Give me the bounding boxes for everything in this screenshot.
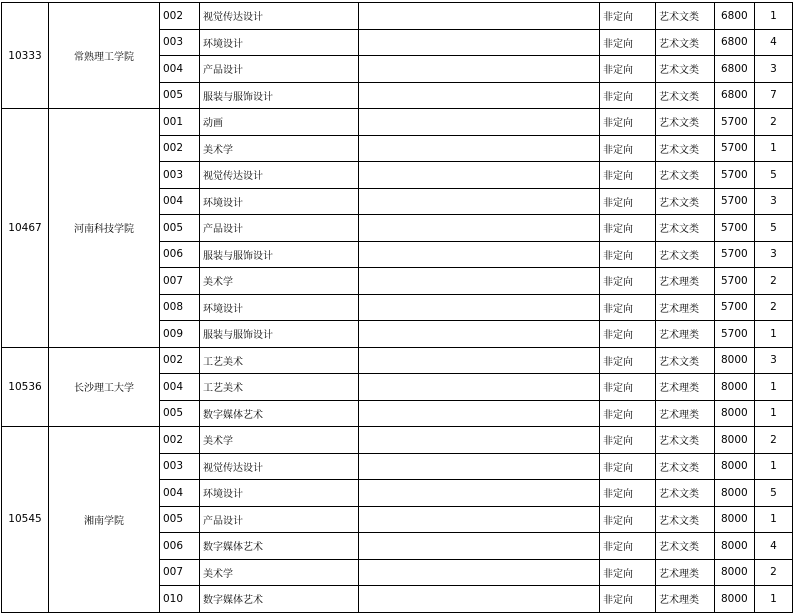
note-cell	[359, 268, 600, 295]
note-cell	[359, 82, 600, 109]
tuition-cell: 6800	[715, 56, 755, 83]
quota-cell: 2	[755, 294, 793, 321]
quota-cell: 3	[755, 188, 793, 215]
note-cell	[359, 374, 600, 401]
enrollment-type-cell: 非定向	[600, 559, 656, 586]
tuition-cell: 8000	[715, 400, 755, 427]
table-row	[2, 109, 793, 136]
note-cell	[359, 241, 600, 268]
tuition-cell: 5700	[715, 135, 755, 162]
quota-cell: 1	[755, 3, 793, 30]
quota-cell: 2	[755, 427, 793, 454]
category-cell: 艺术文类	[656, 82, 715, 109]
note-cell	[359, 109, 600, 136]
note-cell	[359, 533, 600, 560]
note-cell	[359, 135, 600, 162]
category-cell: 艺术理类	[656, 321, 715, 348]
major-name-cell: 美术学	[200, 559, 359, 586]
major-code-cell: 008	[160, 294, 200, 321]
major-code-cell: 002	[160, 135, 200, 162]
tuition-cell: 8000	[715, 453, 755, 480]
note-cell	[359, 559, 600, 586]
tuition-cell: 6800	[715, 29, 755, 56]
quota-cell: 1	[755, 506, 793, 533]
tuition-cell: 8000	[715, 347, 755, 374]
major-name-cell: 服装与服饰设计	[200, 321, 359, 348]
note-cell	[359, 29, 600, 56]
quota-cell: 1	[755, 374, 793, 401]
table-body	[2, 3, 793, 613]
quota-cell: 5	[755, 480, 793, 507]
quota-cell: 4	[755, 29, 793, 56]
note-cell	[359, 400, 600, 427]
major-code-cell: 006	[160, 241, 200, 268]
major-code-cell: 007	[160, 268, 200, 295]
enrollment-type-cell: 非定向	[600, 82, 656, 109]
note-cell	[359, 188, 600, 215]
enrollment-type-cell: 非定向	[600, 533, 656, 560]
note-cell	[359, 56, 600, 83]
tuition-cell: 8000	[715, 506, 755, 533]
major-code-cell: 003	[160, 453, 200, 480]
category-cell: 艺术理类	[656, 268, 715, 295]
major-name-cell: 产品设计	[200, 215, 359, 242]
table-row	[2, 3, 793, 30]
category-cell: 艺术文类	[656, 347, 715, 374]
major-name-cell: 美术学	[200, 427, 359, 454]
category-cell: 艺术文类	[656, 162, 715, 189]
enrollment-type-cell: 非定向	[600, 56, 656, 83]
enrollment-type-cell: 非定向	[600, 135, 656, 162]
tuition-cell: 5700	[715, 294, 755, 321]
category-cell: 艺术文类	[656, 29, 715, 56]
tuition-cell: 6800	[715, 82, 755, 109]
tuition-cell: 5700	[715, 321, 755, 348]
table-row	[2, 427, 793, 454]
enrollment-type-cell: 非定向	[600, 215, 656, 242]
note-cell	[359, 3, 600, 30]
category-cell: 艺术文类	[656, 215, 715, 242]
enrollment-type-cell: 非定向	[600, 347, 656, 374]
major-name-cell: 数字媒体艺术	[200, 586, 359, 613]
major-name-cell: 环境设计	[200, 480, 359, 507]
category-cell: 艺术文类	[656, 427, 715, 454]
major-name-cell: 工艺美术	[200, 347, 359, 374]
major-code-cell: 007	[160, 559, 200, 586]
category-cell: 艺术文类	[656, 241, 715, 268]
major-code-cell: 005	[160, 215, 200, 242]
admissions-table	[1, 2, 793, 613]
major-name-cell: 视觉传达设计	[200, 453, 359, 480]
major-code-cell: 001	[160, 109, 200, 136]
tuition-cell: 8000	[715, 559, 755, 586]
major-code-cell: 004	[160, 56, 200, 83]
category-cell: 艺术文类	[656, 188, 715, 215]
enrollment-type-cell: 非定向	[600, 506, 656, 533]
category-cell: 艺术文类	[656, 480, 715, 507]
major-code-cell: 004	[160, 480, 200, 507]
category-cell: 艺术理类	[656, 400, 715, 427]
school-code-cell: 10545	[2, 427, 49, 613]
quota-cell: 1	[755, 135, 793, 162]
major-name-cell: 服装与服饰设计	[200, 82, 359, 109]
category-cell: 艺术文类	[656, 3, 715, 30]
tuition-cell: 8000	[715, 533, 755, 560]
major-code-cell: 002	[160, 3, 200, 30]
major-name-cell: 美术学	[200, 268, 359, 295]
note-cell	[359, 321, 600, 348]
major-code-cell: 004	[160, 188, 200, 215]
enrollment-type-cell: 非定向	[600, 427, 656, 454]
note-cell	[359, 453, 600, 480]
enrollment-type-cell: 非定向	[600, 241, 656, 268]
note-cell	[359, 162, 600, 189]
major-code-cell: 010	[160, 586, 200, 613]
quota-cell: 5	[755, 162, 793, 189]
enrollment-type-cell: 非定向	[600, 3, 656, 30]
category-cell: 艺术文类	[656, 135, 715, 162]
category-cell: 艺术理类	[656, 586, 715, 613]
enrollment-type-cell: 非定向	[600, 268, 656, 295]
tuition-cell: 5700	[715, 241, 755, 268]
school-name-cell: 湘南学院	[49, 427, 160, 613]
major-name-cell: 数字媒体艺术	[200, 400, 359, 427]
major-code-cell: 002	[160, 427, 200, 454]
major-name-cell: 环境设计	[200, 188, 359, 215]
quota-cell: 1	[755, 321, 793, 348]
tuition-cell: 8000	[715, 586, 755, 613]
table-row	[2, 347, 793, 374]
school-code-cell: 10333	[2, 3, 49, 109]
category-cell: 艺术文类	[656, 453, 715, 480]
quota-cell: 5	[755, 215, 793, 242]
note-cell	[359, 294, 600, 321]
major-code-cell: 002	[160, 347, 200, 374]
note-cell	[359, 427, 600, 454]
major-code-cell: 003	[160, 29, 200, 56]
school-name-cell: 常熟理工学院	[49, 3, 160, 109]
category-cell: 艺术文类	[656, 506, 715, 533]
enrollment-type-cell: 非定向	[600, 453, 656, 480]
tuition-cell: 5700	[715, 268, 755, 295]
enrollment-type-cell: 非定向	[600, 188, 656, 215]
quota-cell: 1	[755, 400, 793, 427]
quota-cell: 3	[755, 347, 793, 374]
tuition-cell: 5700	[715, 215, 755, 242]
major-code-cell: 006	[160, 533, 200, 560]
major-name-cell: 环境设计	[200, 294, 359, 321]
quota-cell: 2	[755, 559, 793, 586]
quota-cell: 2	[755, 268, 793, 295]
enrollment-type-cell: 非定向	[600, 162, 656, 189]
category-cell: 艺术文类	[656, 56, 715, 83]
enrollment-type-cell: 非定向	[600, 400, 656, 427]
category-cell: 艺术文类	[656, 109, 715, 136]
category-cell: 艺术理类	[656, 374, 715, 401]
school-code-cell: 10467	[2, 109, 49, 348]
school-code-cell: 10536	[2, 347, 49, 427]
tuition-cell: 5700	[715, 162, 755, 189]
major-code-cell: 003	[160, 162, 200, 189]
tuition-cell: 5700	[715, 109, 755, 136]
quota-cell: 7	[755, 82, 793, 109]
major-name-cell: 数字媒体艺术	[200, 533, 359, 560]
quota-cell: 3	[755, 56, 793, 83]
school-name-cell: 长沙理工大学	[49, 347, 160, 427]
tuition-cell: 8000	[715, 480, 755, 507]
quota-cell: 1	[755, 586, 793, 613]
enrollment-type-cell: 非定向	[600, 29, 656, 56]
category-cell: 艺术理类	[656, 559, 715, 586]
enrollment-type-cell: 非定向	[600, 374, 656, 401]
tuition-cell: 6800	[715, 3, 755, 30]
major-code-cell: 005	[160, 82, 200, 109]
quota-cell: 1	[755, 453, 793, 480]
category-cell: 艺术文类	[656, 533, 715, 560]
quota-cell: 3	[755, 241, 793, 268]
tuition-cell: 5700	[715, 188, 755, 215]
major-name-cell: 服装与服饰设计	[200, 241, 359, 268]
category-cell: 艺术理类	[656, 294, 715, 321]
tuition-cell: 8000	[715, 374, 755, 401]
note-cell	[359, 506, 600, 533]
quota-cell: 4	[755, 533, 793, 560]
major-name-cell: 产品设计	[200, 56, 359, 83]
note-cell	[359, 480, 600, 507]
major-name-cell: 美术学	[200, 135, 359, 162]
note-cell	[359, 586, 600, 613]
major-name-cell: 视觉传达设计	[200, 162, 359, 189]
major-code-cell: 005	[160, 506, 200, 533]
major-code-cell: 009	[160, 321, 200, 348]
enrollment-type-cell: 非定向	[600, 321, 656, 348]
major-code-cell: 004	[160, 374, 200, 401]
quota-cell: 2	[755, 109, 793, 136]
enrollment-type-cell: 非定向	[600, 294, 656, 321]
enrollment-type-cell: 非定向	[600, 109, 656, 136]
major-name-cell: 环境设计	[200, 29, 359, 56]
school-name-cell: 河南科技学院	[49, 109, 160, 348]
enrollment-type-cell: 非定向	[600, 586, 656, 613]
major-name-cell: 产品设计	[200, 506, 359, 533]
tuition-cell: 8000	[715, 427, 755, 454]
note-cell	[359, 215, 600, 242]
enrollment-type-cell: 非定向	[600, 480, 656, 507]
major-name-cell: 工艺美术	[200, 374, 359, 401]
major-code-cell: 005	[160, 400, 200, 427]
major-name-cell: 视觉传达设计	[200, 3, 359, 30]
note-cell	[359, 347, 600, 374]
major-name-cell: 动画	[200, 109, 359, 136]
